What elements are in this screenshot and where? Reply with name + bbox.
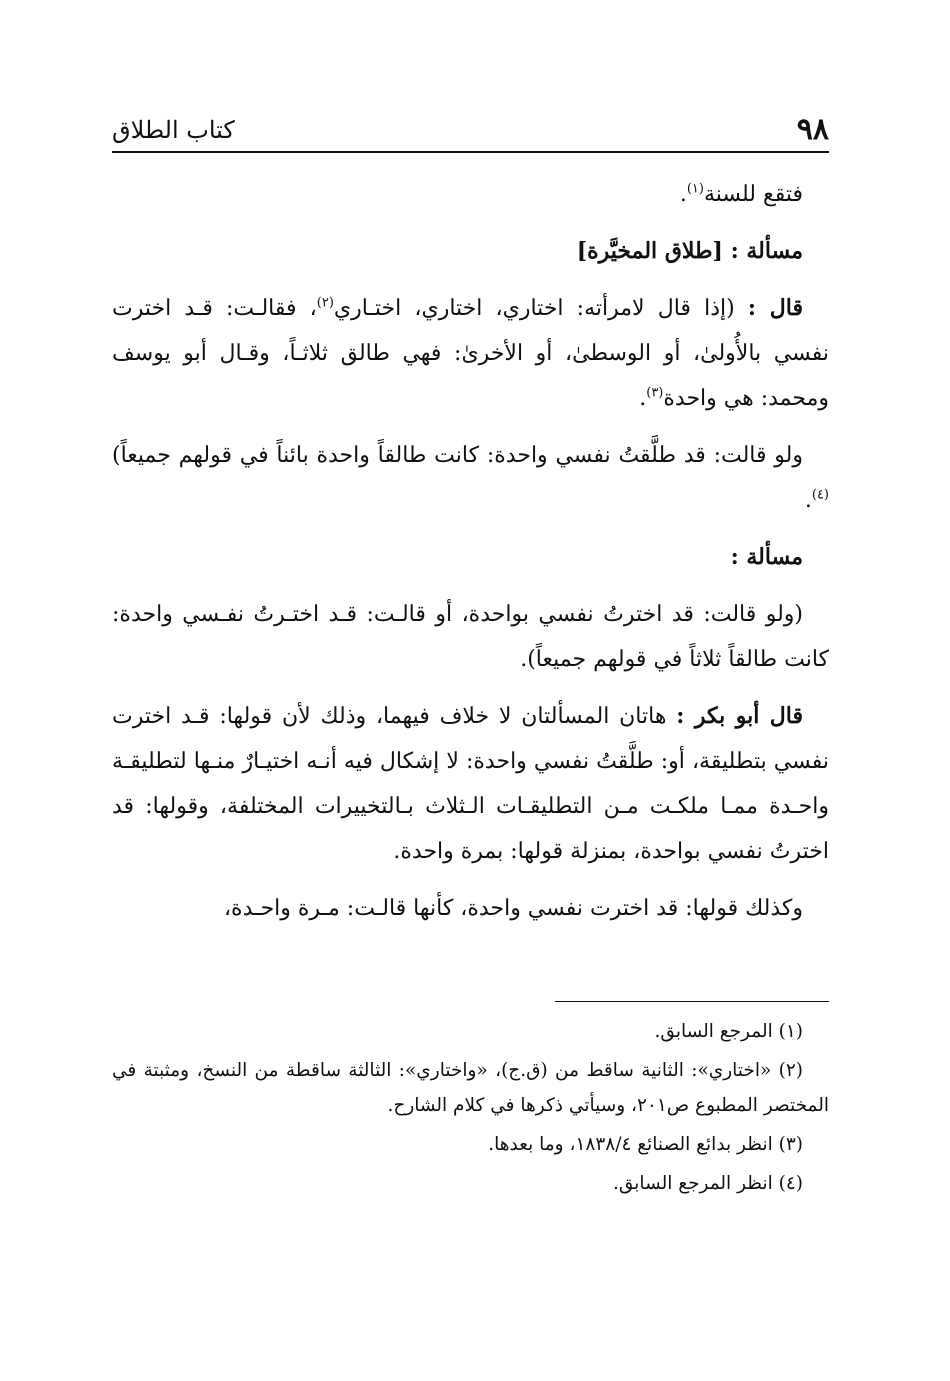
footnote-ref: (١) — [686, 181, 704, 197]
footnote-ref: (٢) — [316, 295, 334, 311]
footnote: (٣) انظر بدائع الصنائع ١٨٣٨/٤، وما بعدها. — [488, 1134, 803, 1155]
speaker-label: قال : — [747, 295, 803, 321]
footnote: (٤) انظر المرجع السابق. — [612, 1173, 803, 1194]
footnote-ref: (٤) — [811, 487, 829, 503]
speaker-label: قال أبو بكر : — [676, 703, 803, 729]
paragraph-2: قال : (إذا قال لامرأته: اختاري، اختاري، اختـاري$^{(٢)}$، فقالـت: قـد اخترت نفسي بالأُولىٰ، أو الوسطىٰ، أو الأخرىٰ: فهي طالق ثلاثـاً، وقـال أبو يوسف ومحمد: هي واحدة$^{(٣)}$. — [112, 295, 829, 411]
paragraph-4: (ولو قالت: قد اخترتُ نفسي بواحدة، أو قالـت: قـد اختـرتُ نفـسي واحدة: كانت طالقاً ثلاثاً في قولهم جميعاً). — [112, 602, 829, 672]
paragraph-5: قال أبو بكر : هاتان المسألتان لا خلاف فيهما، وذلك لأن قولها: قـد اخترت نفسي بتطليقة، أو: طلَّقتُ نفسي واحدة: لا إشكال فيه أنـه اختيـارٌ منـها لتطليقـة واحـدة ممـا ملكـت مـن التطليقـات الـثلاث بـالتخييرات المختلفة، وقولها: قد اخترتُ نفسي بواحدة، بمنزلة قولها: بمرة واحدة. — [112, 703, 829, 864]
footnotes — [112, 1014, 829, 1205]
page-header — [112, 104, 829, 150]
footnote: (٢) «اختاري»: الثانية ساقط من (ق.ج)، «واختاري»: الثالثة ساقطة من النسخ، ومثبتة في المختصر المطبوع ص٢٠١، وسيأتي ذكرها في كلام الشارح. — [112, 1060, 829, 1116]
paragraph-3: ولو قالت: قد طلَّقتُ نفسي واحدة: كانت طالقاً واحدة بائناً في قولهم جميعاً)$^{(٤)}$. — [112, 443, 829, 513]
header-rule — [112, 151, 829, 153]
section-heading: مسألة : [طلاق المخيَّرة] — [576, 238, 803, 264]
main-text — [112, 172, 829, 943]
paragraph-6: وكذلك قولها: قد اخترت نفسي واحدة، كأنها قالـت: مـرة واحـدة، — [223, 896, 803, 921]
footnote-ref: (٣) — [646, 385, 664, 401]
footnote-rule — [555, 1001, 829, 1002]
footnote: (١) المرجع السابق. — [654, 1021, 803, 1042]
paragraph-1: فتقع للسنة$^{(١)}$. — [679, 181, 803, 207]
page-number: ٩٨ — [796, 112, 829, 147]
section-heading: مسألة : — [730, 544, 803, 570]
running-title: كتاب الطلاق — [112, 116, 235, 144]
